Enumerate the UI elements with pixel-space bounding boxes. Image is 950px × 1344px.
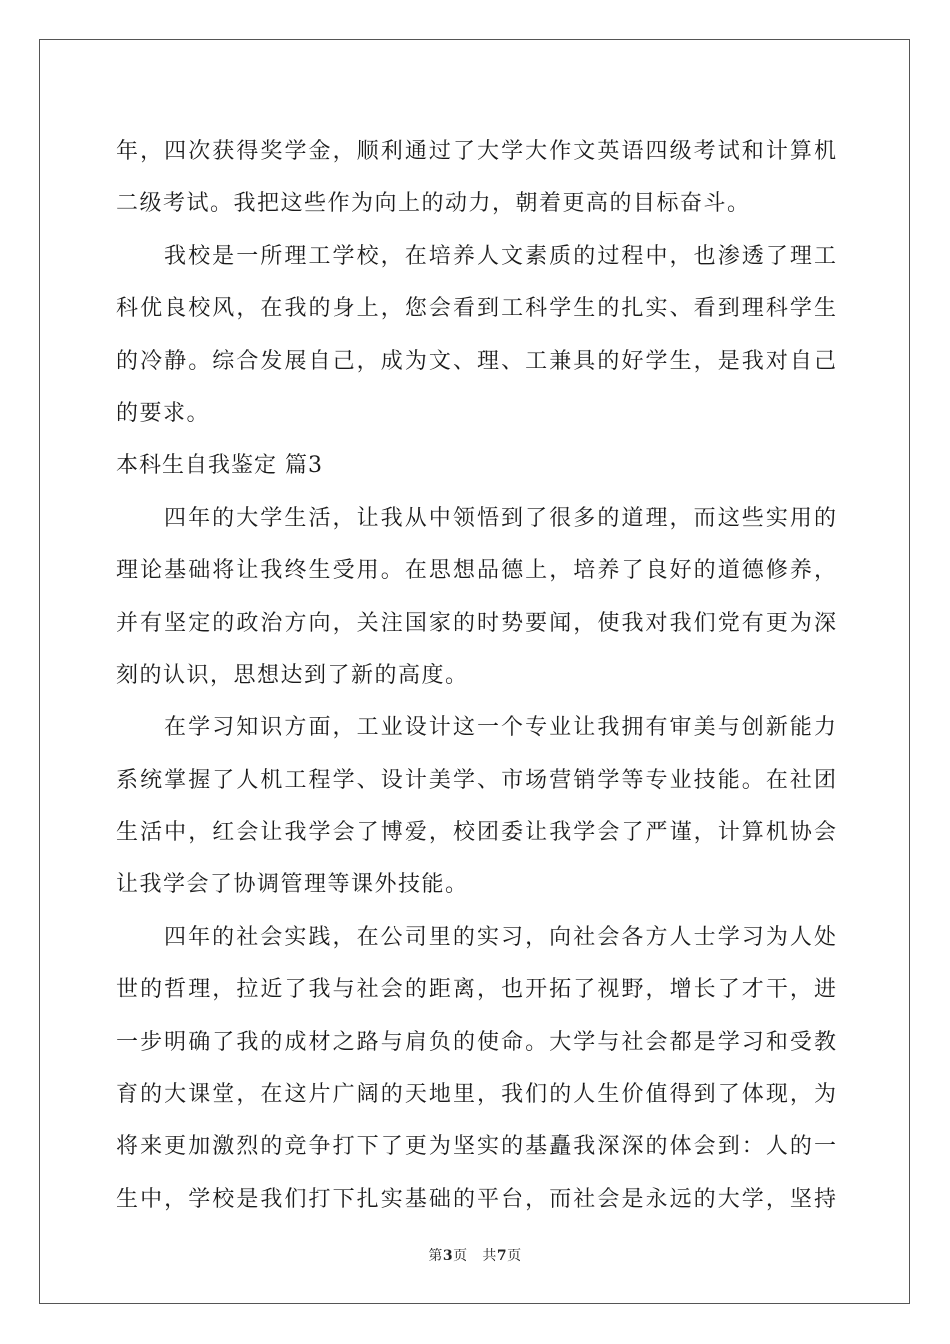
text-line: 世的哲理，拉近了我与社会的距离，也开拓了视野，增长了才干，进 [116,977,836,1003]
text-line: 年，四次获得奖学金，顺利通过了大学大作文英语四级考试和计算机 [116,139,836,164]
text-line: 的冷静。综合发展自己，成为文、理、工兼具的好学生，是我对自己 [116,348,836,374]
text-line: 系统掌握了人机工程学、设计美学、市场营销学等专业技能。在社团 [116,767,836,793]
text-line: 二级考试。我把这些作为向上的动力，朝着更高的目标奋斗。 [116,191,751,217]
paragraph-start-line: 四年的大学生活，让我从中领悟到了很多的道理，而这些实用的 [164,505,836,531]
total-prefix: 共 [482,1248,497,1264]
text-line: 的要求。 [116,400,211,426]
page-current: 3 [442,1248,454,1264]
text-line: 让我学会了协调管理等课外技能。 [116,872,469,898]
text-line: 科优良校风，在我的身上，您会看到工科学生的扎实、看到理科学生 [116,296,836,322]
total-suffix: 页 [507,1248,522,1264]
section-heading: 本科生自我鉴定 篇3 [116,453,323,479]
page-suffix: 页 [453,1248,468,1264]
paragraph-start-line: 在学习知识方面，工业设计这一个专业让我拥有审美与创新能力 [164,715,836,741]
text-line: 将来更加激烈的竞争打下了更为坚实的基矗我深深的体会到：人的一 [116,1134,836,1160]
text-line: 刻的认识，思想达到了新的高度。 [116,662,469,688]
page-total: 7 [496,1248,508,1264]
paragraph-start-line: 四年的社会实践，在公司里的实习，向社会各方人士学习为人处 [164,924,836,950]
page-footer [0,1245,950,1265]
text-line: 理论基础将让我终生受用。在思想品德上，培养了良好的道德修养， [116,558,836,584]
page-prefix: 第 [428,1248,443,1264]
text-line: 一步明确了我的成材之路与肩负的使命。大学与社会都是学习和受教 [116,1029,836,1055]
text-line: 并有坚定的政治方向，关注国家的时势要闻，使我对我们党有更为深 [116,610,836,636]
document-body [116,126,836,1226]
text-line: 生中，学校是我们打下扎实基础的平台，而社会是永远的大学，坚持 [116,1186,836,1212]
text-line: 育的大课堂，在这片广阔的天地里，我们的人生价值得到了体现，为 [116,1082,836,1108]
paragraph-start-line: 我校是一所理工学校，在培养人文素质的过程中，也渗透了理工 [164,243,836,269]
text-line: 生活中，红会让我学会了博爱，校团委让我学会了严谨，计算机协会 [116,820,836,846]
